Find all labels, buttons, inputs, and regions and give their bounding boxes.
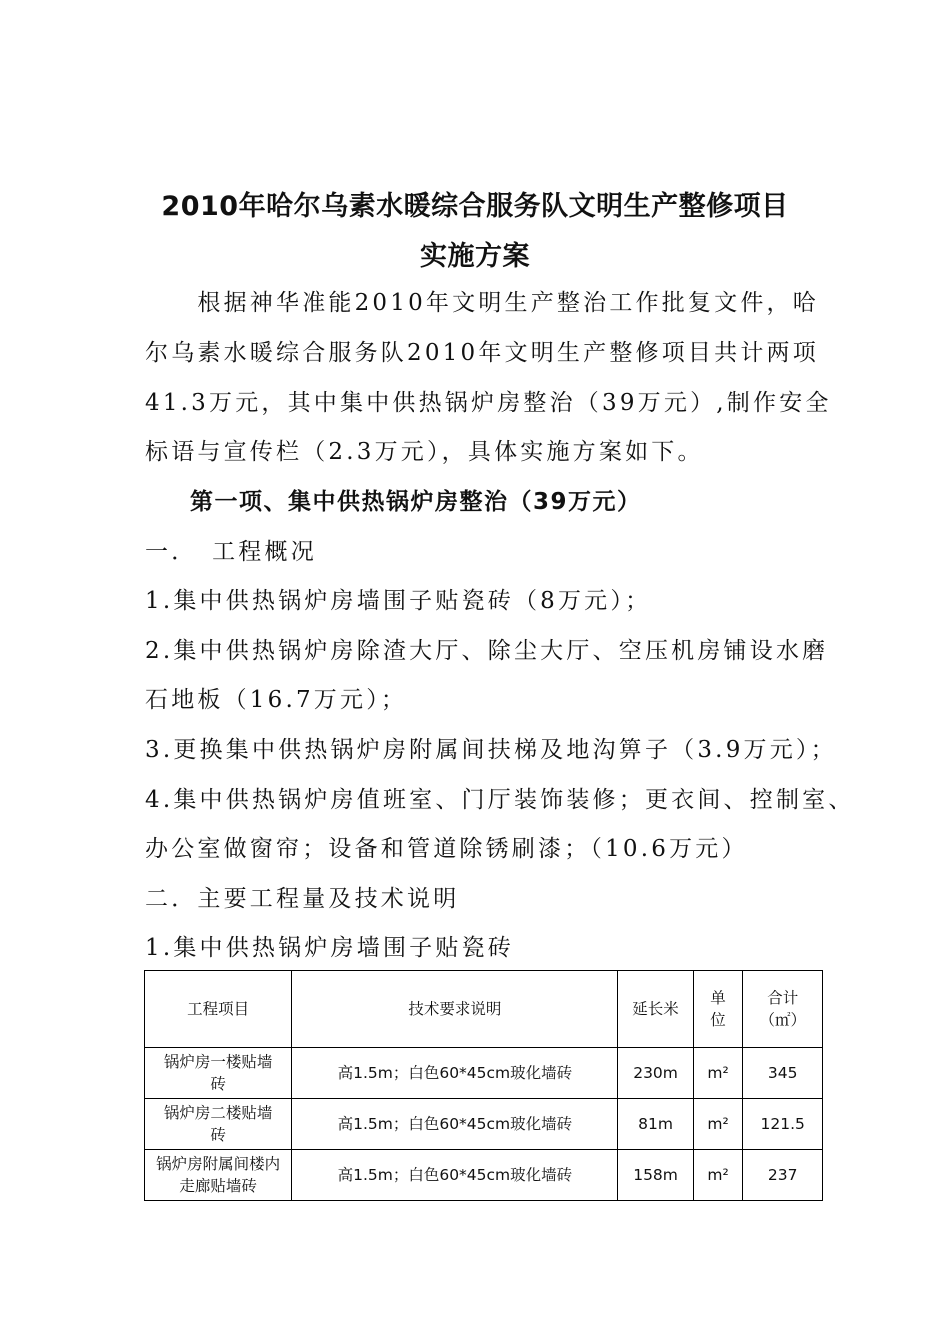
- document-title-line2: 实施方案: [420, 241, 530, 272]
- table-header-row: [145, 971, 823, 1048]
- intro-line-4: 标语与宣传栏（2.3万元），具体实施方案如下。: [145, 439, 704, 465]
- overview-item-2: 2.集中供热锅炉房除渣大厅、除尘大厅、空压机房铺设水磨: [145, 638, 829, 664]
- overview-item-1: 1.集中供热锅炉房墙围子贴瓷砖（8万元）；: [145, 588, 652, 614]
- cell-total: 121.5: [743, 1099, 823, 1150]
- overview-item-4: 4.集中供热锅炉房值班室、门厅装饰装修；更衣间、控制室、: [145, 787, 855, 813]
- cell-unit: m²: [693, 1048, 743, 1099]
- cell-item: 锅炉房二楼贴墙砖: [145, 1099, 292, 1150]
- header-length: 延长米: [618, 971, 693, 1048]
- cell-length: 81m: [618, 1099, 693, 1150]
- intro-line-3: 41.3万元，其中集中供热锅炉房整治（39万元）,制作安全: [145, 390, 832, 416]
- cell-spec: 高1.5m；白色60*45cm玻化墙砖: [292, 1048, 618, 1099]
- cell-length: 158m: [618, 1150, 693, 1201]
- subsection1-heading: 1.集中供热锅炉房墙围子贴瓷砖: [145, 935, 514, 961]
- cell-item: 锅炉房一楼贴墙砖: [145, 1048, 292, 1099]
- cell-item: 锅炉房附属间楼内走廊贴墙砖: [145, 1150, 292, 1201]
- header-unit: 单位: [693, 971, 743, 1048]
- cell-spec: 高1.5m；白色60*45cm玻化墙砖: [292, 1099, 618, 1150]
- header-total: 合计（㎡）: [743, 971, 823, 1048]
- cell-spec: 高1.5m；白色60*45cm玻化墙砖: [292, 1150, 618, 1201]
- table-row: [145, 1048, 823, 1099]
- section2-heading: 二．主要工程量及技术说明: [145, 886, 460, 912]
- cell-unit: m²: [693, 1150, 743, 1201]
- overview-item-3: 3.更换集中供热锅炉房附属间扶梯及地沟箅子（3.9万元）；: [145, 737, 837, 763]
- table-row: [145, 1099, 823, 1150]
- cell-length: 230m: [618, 1048, 693, 1099]
- intro-line-1: 根据神华准能2010年文明生产整治工作批复文件，哈: [145, 290, 819, 316]
- intro-line-2: 尔乌素水暖综合服务队2010年文明生产整修项目共计两项: [145, 340, 819, 366]
- section1-heading: 第一项、集中供热锅炉房整治（39万元）: [190, 489, 642, 515]
- header-item: 工程项目: [145, 971, 292, 1048]
- overview-item-4-cont: 办公室做窗帘；设备和管道除锈刷漆；（10.6万元）: [145, 836, 748, 862]
- cell-total: 237: [743, 1150, 823, 1201]
- overview-item-2-cont: 石地板（16.7万元）；: [145, 687, 408, 713]
- tile-quantity-table: [144, 970, 823, 1201]
- cell-unit: m²: [693, 1099, 743, 1150]
- document-title-line1: 2010年哈尔乌素水暖综合服务队文明生产整修项目: [161, 191, 789, 222]
- header-spec: 技术要求说明: [292, 971, 618, 1048]
- cell-total: 345: [743, 1048, 823, 1099]
- overview-heading: 一． 工程概况: [145, 539, 317, 565]
- table-row: [145, 1150, 823, 1201]
